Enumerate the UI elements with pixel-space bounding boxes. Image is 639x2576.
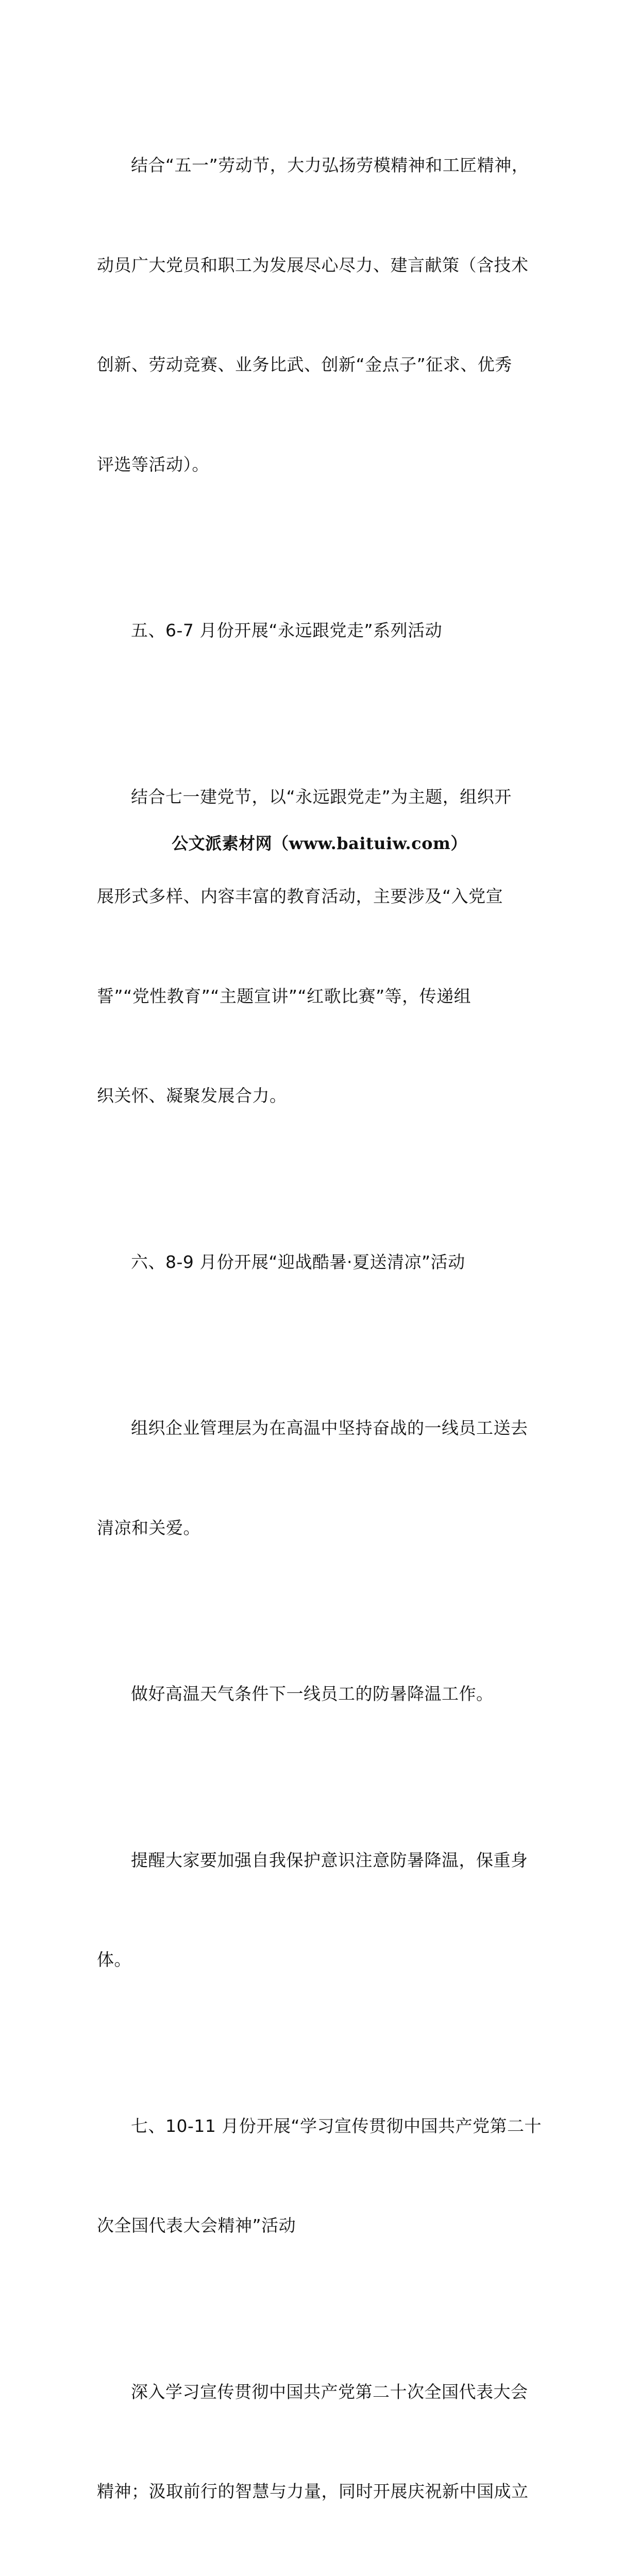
heading-text: 六、8-9 月份开展“迎战酷暑·夏送清凉”活动: [97, 1246, 545, 1279]
section-heading-5: [97, 548, 545, 714]
document-page: [0, 0, 639, 904]
paragraph-party-founding-description: [97, 714, 545, 1179]
text-line: 做好高温天气条件下一线员工的防暑降温工作。: [97, 1677, 545, 1711]
heading-text: 五、6-7 月份开展“永远跟党走”系列活动: [97, 614, 545, 648]
text-line: 提醒大家要加强自我保护意识注意防暑降温，保重身: [97, 1844, 545, 1877]
section-heading-6: [97, 1179, 545, 1346]
document-body: [97, 82, 545, 2576]
paragraph-congress-study-description: [97, 2309, 545, 2576]
text-line: 织关怀、凝聚发展合力。: [97, 1079, 545, 1113]
text-line: 创新、劳动竞赛、业务比武、创新“金点子”征求、优秀: [97, 348, 545, 382]
paragraph-heat-prevention: [97, 1611, 545, 1777]
heading-text: 七、10-11 月份开展“学习宣传贯彻中国共产党第二十: [97, 2110, 545, 2143]
text-line: 展形式多样、内容丰富的教育活动，主要涉及“入党宣: [97, 880, 545, 913]
text-line: 评选等活动）。: [97, 448, 545, 482]
text-line: 深入学习宣传贯彻中国共产党第二十次全国代表大会: [97, 2376, 545, 2409]
paragraph-self-protection: [97, 1777, 545, 2043]
text-line: 誓”“党性教育”“主题宣讲”“红歌比赛”等，传递组: [97, 980, 545, 1013]
heading-text: 次全国代表大会精神”活动: [97, 2209, 545, 2243]
text-line: 结合七一建党节，以“永远跟党走”为主题，组织开: [97, 781, 545, 814]
text-line: 精神；汲取前行的智慧与力量，同时开展庆祝新中国成立: [97, 2475, 545, 2509]
footer-watermark-text: 公文派素材网（www.baituiw.com）: [0, 831, 639, 854]
text-line: 体。: [97, 1943, 545, 1977]
paragraph-summer-care-description: [97, 1345, 545, 1611]
text-line: 动员广大党员和职工为发展尽心尽力、建言献策（含技术: [97, 249, 545, 282]
paragraph-may-day-description: [97, 82, 545, 548]
text-line: 清凉和关爱。: [97, 1512, 545, 1545]
text-line: 组织企业管理层为在高温中坚持奋战的一线员工送去: [97, 1412, 545, 1445]
section-heading-7: [97, 2043, 545, 2309]
text-line: 结合“五一”劳动节，大力弘扬劳模精神和工匠精神，: [97, 149, 545, 182]
